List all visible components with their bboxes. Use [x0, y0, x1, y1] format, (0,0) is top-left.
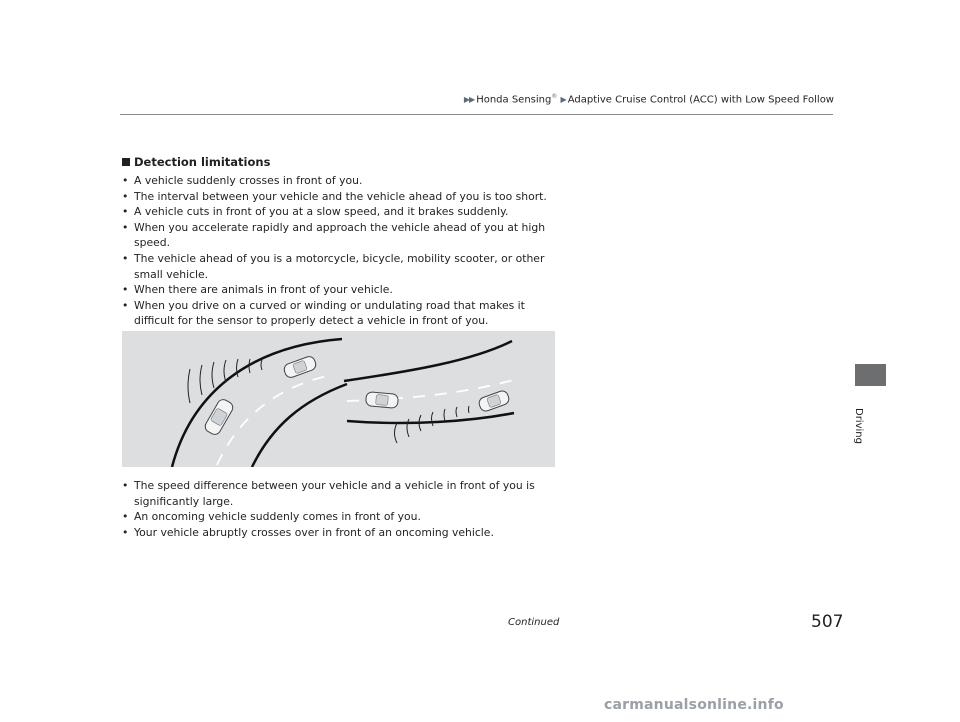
- list-item: • Your vehicle abruptly crosses over in front of an oncoming vehicle.: [122, 525, 562, 541]
- section-title-text: Detection limitations: [134, 155, 271, 169]
- breadcrumb-item-acc: Adaptive Cruise Control (ACC) with Low Speed Follow: [567, 94, 834, 106]
- breadcrumb-item-honda-sensing: Honda Sensing: [476, 94, 552, 106]
- car-icon: [283, 355, 318, 379]
- breadcrumb: [464, 93, 834, 105]
- registered-mark: ®: [551, 93, 558, 100]
- limitations-list: [122, 173, 562, 329]
- list-item: • The vehicle ahead of you is a motorcycle, bicycle, mobility scooter, or other small vehicle.: [122, 251, 562, 282]
- limitations-list-continued: [122, 478, 562, 540]
- detection-limitations-section: [122, 155, 562, 329]
- curved-road-drawing: [122, 331, 555, 467]
- additional-limitations: [122, 478, 562, 540]
- page-number: 507: [811, 612, 844, 632]
- watermark: carmanualsonline.info: [604, 697, 784, 713]
- list-item: • A vehicle cuts in front of you at a slow speed, and it brakes suddenly.: [122, 204, 562, 220]
- car-icon: [203, 397, 235, 436]
- car-icon: [478, 389, 511, 412]
- continued-label: Continued: [508, 617, 560, 628]
- square-bullet-icon: [122, 158, 130, 166]
- list-item: • An oncoming vehicle suddenly comes in front of you.: [122, 509, 562, 525]
- list-item: • When you accelerate rapidly and approach the vehicle ahead of you at high speed.: [122, 220, 562, 251]
- arrow-icon: ▶: [560, 95, 566, 105]
- list-item: • The interval between your vehicle and the vehicle ahead of you is too short.: [122, 189, 562, 205]
- header-rule: [120, 114, 833, 115]
- list-item: • When there are animals in front of your vehicle.: [122, 282, 562, 298]
- list-item: • When you drive on a curved or winding or undulating road that makes it difficult for the sensor to properly detect a vehicle in front of you.: [122, 298, 562, 329]
- chapter-tab: [855, 364, 886, 386]
- car-icon: [365, 392, 398, 409]
- radar-waves-right: [395, 406, 470, 443]
- section-title: [122, 155, 562, 169]
- list-item: • The speed difference between your vehicle and a vehicle in front of you is significantly large.: [122, 478, 562, 509]
- curved-road-illustration: [122, 331, 555, 467]
- list-item: • A vehicle suddenly crosses in front of you.: [122, 173, 562, 189]
- chapter-label: Driving: [853, 408, 864, 444]
- double-arrow-icon: ▶▶: [463, 95, 475, 105]
